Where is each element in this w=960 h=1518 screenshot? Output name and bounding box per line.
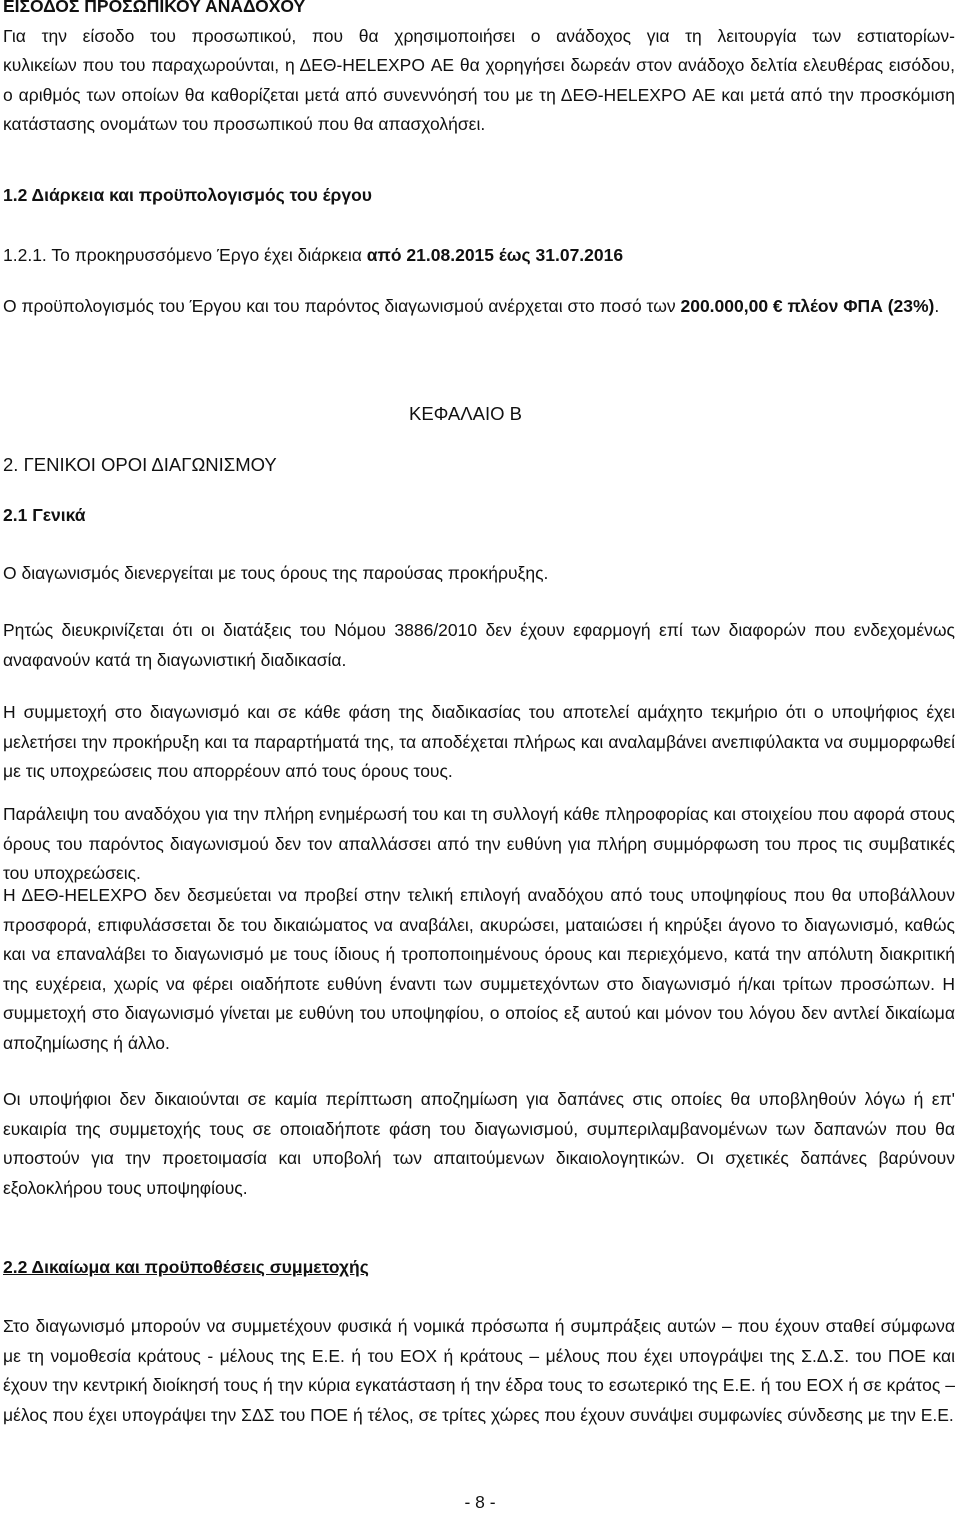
page-number: - 8 - (464, 1492, 496, 1512)
general-terms-heading: 2. ΓΕΝΙΚΟΙ ΟΡΟΙ ΔΙΑΓΩΝΙΣΜΟΥ (3, 454, 277, 475)
section-2-1-paragraph-4: Παράλειψη του αναδόχου για την πλήρη ενημέρωσή του και τη συλλογή κάθε πληροφορίας και στοιχείου που αφορά στους όρους του παρόντος διαγωνισμού δεν τον απαλλάσσει από την ευθύνη για πλήρη συμμόρφωση του προς τις συμβατικές του υποχρεώσεις. (3, 804, 955, 883)
section-2-2-heading: 2.2 Δικαίωμα και προϋποθέσεις συμμετοχής (3, 1257, 369, 1277)
chapter-title: ΚΕΦΑΛΑΙΟ Β (409, 403, 522, 424)
budget-amount: 200.000,00 € πλέον ΦΠΑ (23%) (680, 296, 935, 316)
personnel-entry-text: κυλικείων που του παραχωρούνται, η ΔΕΘ-HELEXPO ΑΕ θα χορηγήσει δωρεάν στον ανάδοχο δελτία ελευθέρας εισόδου, ο αριθμός των οποίων θα καθορίζεται μετά από συνεννόησή του με τη ΔΕΘ-HELEXPO ΑΕ και μετά από την προσκόμιση κατάστασης ονομάτων του προσωπικού που θα απασχολήσει. (3, 55, 955, 134)
personnel-entry-section (3, 0, 955, 140)
personnel-entry-line1: Για την είσοδο του προσωπικού, που θα χρησιμοποιήσει ο ανάδοχος για τη λειτουργία των εστιατορίων- (3, 25, 955, 46)
section-2-1-paragraph-6: Οι υποψήφιοι δεν δικαιούνται σε καμία περίπτωση αποζημίωση για δαπάνες στις οποίες θα υποβληθούν λόγω ή επ' ευκαιρία της συμμετοχής τους σε οποιαδήποτε φάση του διαγωνισμού, συμπεριλαμβανομένων των δαπανών που θα υποστούν για την προετοιμασία και υποβολή των απαιτούμενων δικαιολογητικών. Οι σχετικές δαπάνες βαρύνουν εξολοκλήρου τους υποψηφίους. (3, 1089, 955, 1198)
section-2-1-paragraph-2: Ρητώς διευκρινίζεται ότι οι διατάξεις του Νόμου 3886/2010 δεν έχουν εφαρμογή επί των διαφορών που ενδεχομένως αναφανούν κατά τη διαγωνιστική διαδικασία. (3, 620, 955, 670)
section-1-2-heading: 1.2 Διάρκεια και προϋπολογισμός του έργου (3, 185, 372, 205)
section-2-1-paragraph-1: Ο διαγωνισμός διενεργείται με τους όρους της παρούσας προκήρυξης. (3, 563, 549, 583)
duration-paragraph: 1.2.1. Το προκηρυσσόμενο Έργο έχει διάρκεια από 21.08.2015 έως 31.07.2016 (3, 245, 624, 265)
budget-paragraph: Ο προϋπολογισμός του Έργου και του παρόντος διαγωνισμού ανέρχεται στο ποσό των 200.000,00 € πλέον ΦΠΑ (23%). (3, 296, 940, 316)
section-2-2-paragraph-1: Στο διαγωνισμό μπορούν να συμμετέχουν φυσικά ή νομικά πρόσωπα ή συμπράξεις αυτών – που έχουν σταθεί σύμφωνα με τη νομοθεσία κράτους - μέλους της Ε.Ε. ή του ΕΟΧ ή κράτους – μέλους που έχει υπογράψει της Σ.Δ.Σ. του ΠΟΕ και έχουν την κεντρική διοίκησή τους ή την κύρια εγκατάσταση ή την έδρα τους το εσωτερικό της Ε.Ε. ή του ΕΟΧ ή σε κράτος – μέλος που έχει υπογράψει την ΣΔΣ του ΠΟΕ ή τέλος, σε τρίτες χώρες που έχουν συνάψει συμφωνίες σύνδεσης με την Ε.Ε. (3, 1316, 955, 1425)
section-2-1-heading: 2.1 Γενικά (3, 505, 86, 525)
section-2-1-paragraph-5: Η ΔΕΘ-HELEXPO δεν δεσμεύεται να προβεί στην τελική επιλογή αναδόχου από τους υποψηφίους που θα υποβάλλουν προσφορά, επιφυλάσσεται δε του δικαιώματος να αναβάλει, ακυρώσει, ματαιώσει ή κηρύξει άγονο το διαγωνισμό, καθώς και να επαναλάβει το διαγωνισμό με τους ίδιους ή τροποποιημένους όρους και περιεχόμενο, κατά την απόλυτη διακριτική της ευχέρεια, χωρίς να φέρει οιαδήποτε ευθύνη έναντι των συμμετεχόντων στο διαγωνισμό ή/και τρίτων προσώπων. Η συμμετοχή στο διαγωνισμό γίνεται με ευθύνη του υποψηφίου, ο οποίος εξ αυτού και μόνον του λόγου δεν αντλεί δικαίωμα αποζημίωσης ή άλλο. (3, 885, 955, 1053)
duration-period: από 21.08.2015 έως 31.07.2016 (366, 245, 624, 265)
personnel-entry-title: ΕΙΣΟΔΟΣ ΠΡΟΣΩΠΙΚΟΥ ΑΝΑΔΟΧΟΥ (3, 0, 306, 16)
section-2-1-paragraph-3: Η συμμετοχή στο διαγωνισμό και σε κάθε φάση της διαδικασίας του αποτελεί αμάχητο τεκμήριο ότι ο υποψήφιος έχει μελετήσει την προκήρυξη και τα παραρτήματά της, τα αποδέχεται πλήρως και αναλαμβάνει ανεπιφύλακτα να συμμορφωθεί με τις υποχρεώσεις που απορρέουν από τους όρους τους. (3, 702, 955, 781)
